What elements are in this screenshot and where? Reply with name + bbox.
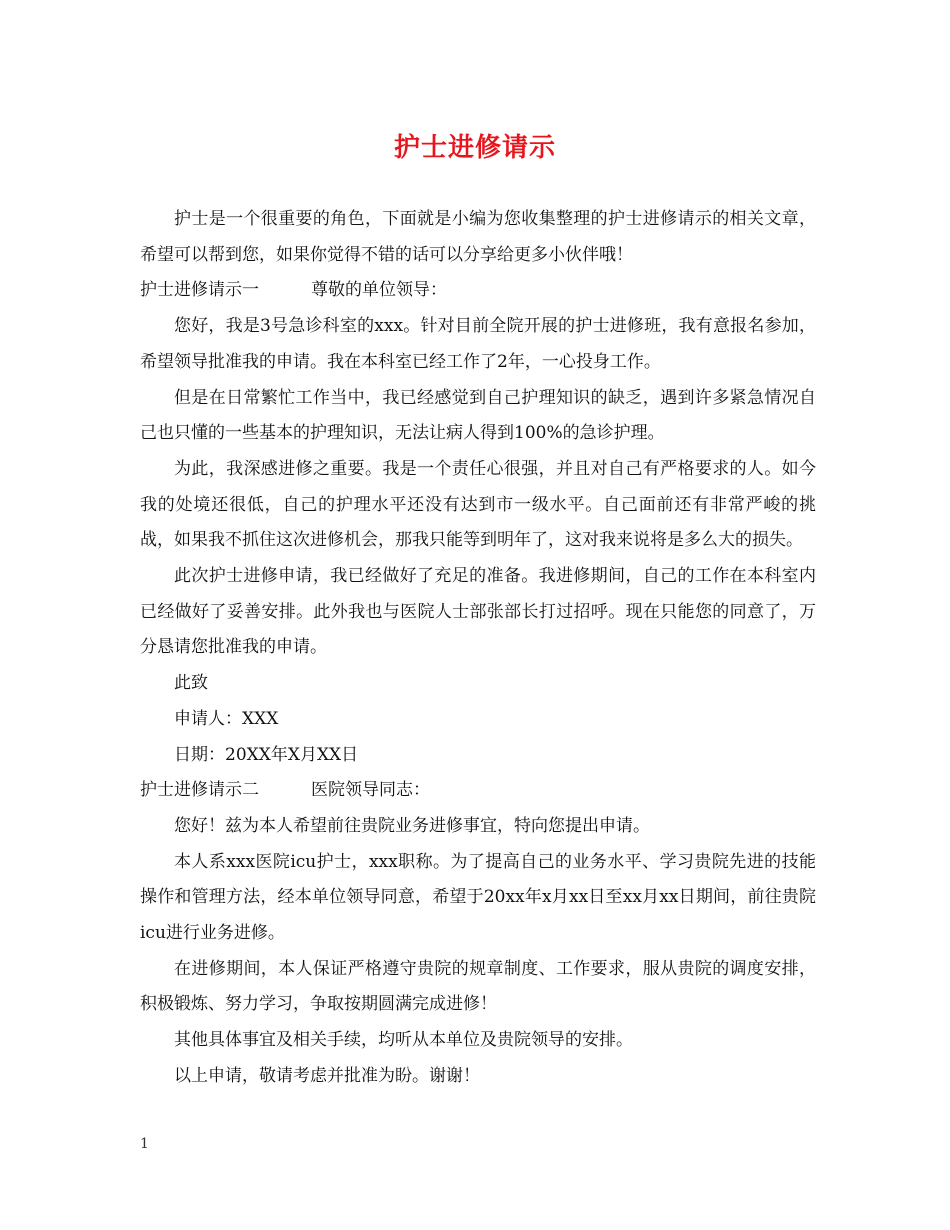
- section-1-salutation: 尊敬的单位领导：: [311, 280, 447, 301]
- document-body: [140, 202, 816, 1095]
- section-2-heading-line: [140, 773, 816, 809]
- section-2-paragraph: 以上申请，敬请考虑并批准为盼。谢谢！: [174, 1065, 480, 1086]
- section-1-applicant: 申请人：XXX: [174, 708, 279, 729]
- section-2-paragraph: 其他具体事宜及相关手续，均听从本单位及贵院领导的安排。: [174, 1030, 633, 1051]
- page-number: 1: [140, 1136, 149, 1152]
- section-1-date: 日期：20XX年X月XX日: [174, 744, 359, 765]
- section-1-paragraph: 您好，我是3号急诊科室的xxx。针对目前全院开展的护士进修班，我有意报名参加，希望领导批准我的申请。我在本科室已经工作了2年，一心投身工作。: [140, 316, 816, 372]
- section-1-paragraph: 此次护士进修申请，我已经做好了充足的准备。我进修期间，自己的工作在本科室内已经做好了妥善安排。此外我也与医院人士部张部长打过招呼。现在只能您的同意了，万分恳请您批准我的申请。: [140, 566, 816, 658]
- document-title: 护士进修请示: [393, 133, 556, 163]
- section-1-paragraph: 为此，我深感进修之重要。我是一个责任心很强，并且对自己有严格要求的人。如今我的处境还很低，自己的护理水平还没有达到市一级水平。自己面前还有非常严峻的挑战，如果我不抓住这次进修机会，那我只能等到明年了，这对我来说将是多么大的损失。: [140, 458, 816, 551]
- section-2-paragraph: 在进修期间，本人保证严格遵守贵院的规章制度、工作要求，服从贵院的调度安排，积极锻炼、努力学习，争取按期圆满完成进修！: [140, 958, 816, 1015]
- section-2-paragraph: 本人系xxx医院icu护士，xxx职称。为了提高自己的业务水平、学习贵院先进的技能操作和管理方法，经本单位领导同意，希望于20xx年x月xx日至xx月xx日期间，前往贵院icu进行业务进修。: [140, 851, 816, 944]
- section-2-salutation: 医院领导同志：: [311, 780, 430, 801]
- section-1-closing: 此致: [174, 673, 208, 694]
- section-2-heading: 护士进修请示二: [140, 780, 259, 801]
- intro-paragraph: 护士是一个很重要的角色，下面就是小编为您收集整理的护士进修请示的相关文章，希望可以帮到您，如果你觉得不错的话可以分享给更多小伙伴哦！: [140, 209, 816, 265]
- section-1-heading: 护士进修请示一: [140, 280, 259, 301]
- section-2-paragraph: 您好！兹为本人希望前往贵院业务进修事宜，特向您提出申请。: [174, 815, 650, 836]
- section-1-paragraph: 但是在日常繁忙工作当中，我已经感觉到自己护理知识的缺乏，遇到许多紧急情况自己也只懂的一些基本的护理知识，无法让病人得到100%的急诊护理。: [140, 387, 816, 444]
- section-1-heading-line: [140, 273, 816, 309]
